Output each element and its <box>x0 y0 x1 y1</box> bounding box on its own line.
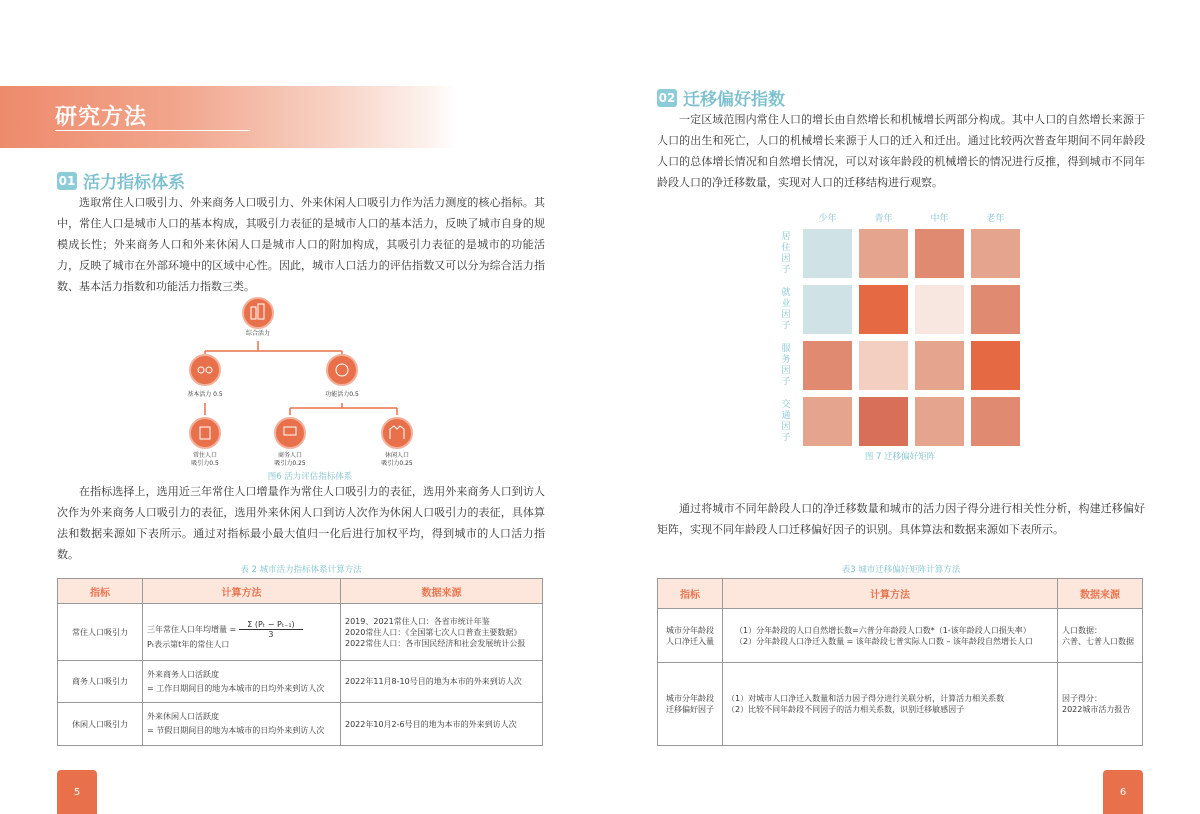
functional-node-icon <box>327 355 357 385</box>
table-migration-preference <box>657 578 1143 746</box>
column-header: 指标 <box>658 579 723 609</box>
matrix-cell <box>803 229 852 278</box>
indicator-tree-diagram <box>170 295 450 475</box>
column-header: 计算方法 <box>143 579 341 604</box>
section-title: 迁移偏好指数 <box>683 90 785 110</box>
column-header: 数据来源 <box>341 579 543 604</box>
node-label-basic: 基本活力 0.5 <box>187 391 223 398</box>
paragraph: 在指标选择上，选用近三年常住人口增量作为常住人口吸引力的表征，选用外来商务人口到访人次作为外来商务人口吸引力的表征，选用外来休闲人口到访人次作为休闲人口吸引力的表征，具体算法和数据来源如下表所示。通过对指标最小最大值归一化后进行加权平均，得到城市的人口活力指数。 <box>57 485 545 561</box>
paragraph: 选取常住人口吸引力、外来商务人口吸引力、外来休闲人口吸引力作为活力测度的核心指标。其中，常住人口是城市人口的基本构成，其吸引力表征的是城市人口的基本活力，反映了城市自身的规模成长性；外来商务人口和外来休闲人口是城市人口的附加构成，其吸引力表征的是城市的功能活力，反映了城市在外部环境中的区域中心性。因此，城市人口活力的评估指数又可以分为综合活力指数、基本活力指数和功能活力指数三类。 <box>57 196 545 293</box>
migration-preference-matrix <box>770 205 1030 465</box>
basic-node-icon <box>190 355 220 385</box>
title-underline <box>55 130 250 131</box>
matrix-cell <box>971 229 1020 278</box>
table-vitality-index <box>57 578 543 746</box>
resident-node-icon <box>190 418 220 448</box>
section-number: 01 <box>58 173 76 188</box>
page-number: 6 <box>1103 770 1143 814</box>
table-row: 城市分年龄段 人口净迁入量 （1）分年龄段的人口自然增长数=六普分年龄段人口数*（1-该年龄段人口损失率） （2）分年龄段人口净迁入数量 = 该年龄段七普实际人口数 – 该年龄段自然增长人口 人口数据： 六普、七普人口数据 <box>658 609 1143 663</box>
section-number: 02 <box>658 90 676 105</box>
matrix-cell <box>803 341 852 390</box>
matrix-row-label: 服务因子 <box>781 344 791 387</box>
node-label-resident: 常住人口 吸引力0.5 <box>191 452 219 467</box>
matrix-row-label: 就业因子 <box>781 288 791 331</box>
section-heading-1 <box>57 168 185 193</box>
section-title: 活力指标体系 <box>83 173 185 193</box>
matrix-cell <box>859 397 908 446</box>
matrix-cell <box>803 397 852 446</box>
node-label-business: 商务人口 吸引力0.25 <box>274 452 306 467</box>
matrix-column-label: 青年 <box>874 214 893 224</box>
table-row: 休闲人口吸引力 外来休闲人口活跃度 = 节假日期间目的地为本城市的日均外来到访人次 2022年10月2-6号目的地为本市的外来到访人次 <box>58 703 543 746</box>
table-caption: 表3 城市迁移偏好矩阵计算方法 <box>841 565 961 575</box>
formula-cell: 三年常住人口年均增量 = $\frac{\text{Σ (Pₜ − Pₜ₋₁)}}{3}$ Pₜ表示第t年的常住人口 <box>143 604 341 661</box>
section-heading-2 <box>657 85 785 110</box>
paragraph: 一定区域范围内常住人口的增长由自然增长和机械增长两部分构成。其中人口的自然增长来源于人口的出生和死亡，人口的机械增长来源于人口的迁入和迁出。通过比较两次普查年期间不同年龄段人口的总体增长情况和自然增长情况，可以对该年龄段的机械增长的情况进行反推，得到城市不同年龄段人口的净迁移数量，实现对人口的迁移结构进行观察。 <box>657 113 1145 189</box>
table-row: 常住人口吸引力 三年常住人口年均增量 = $\frac{\text{Σ (Pₜ − Pₜ₋₁)}}{3}$ Pₜ表示第t年的常住人口 2019、2021常住人口：各省市统计年鉴 2020常住人口：《全国第七次人口普查主要数据》 2022常住人口：各市国民经济和社会发展统计公报 <box>58 604 543 661</box>
matrix-cell <box>859 341 908 390</box>
node-label-leisure: 休闲人口 吸引力0.25 <box>381 452 413 467</box>
figure-caption: 图6 活力评估指标体系 <box>267 472 353 482</box>
page-number: 5 <box>57 770 97 814</box>
matrix-cell <box>859 285 908 334</box>
matrix-row-label: 交通因子 <box>781 400 791 443</box>
matrix-cell <box>915 397 964 446</box>
business-node-icon <box>275 418 305 448</box>
matrix-cell <box>803 285 852 334</box>
matrix-cell <box>915 341 964 390</box>
matrix-row-label: 居住因子 <box>781 232 791 275</box>
matrix-cell <box>859 229 908 278</box>
node-label-root: 综合活力 <box>245 330 270 337</box>
matrix-column-label: 老年 <box>986 214 1005 224</box>
matrix-cell <box>971 341 1020 390</box>
table-row: 商务人口吸引力 外来商务人口活跃度 = 工作日期间目的地为本城市的日均外来到访人次 2022年11月8-10号目的地为本市的外来到访人次 <box>58 661 543 703</box>
paragraph: 通过将城市不同年龄段人口的净迁移数量和城市的活力因子得分进行相关性分析，构建迁移偏好矩阵，实现不同年龄段人口迁移偏好因子的识别。具体算法和数据来源如下表所示。 <box>657 502 1145 536</box>
column-header: 指标 <box>58 579 143 604</box>
matrix-cell <box>971 285 1020 334</box>
figure-caption: 图 7 迁移偏好矩阵 <box>864 452 936 462</box>
column-header: 计算方法 <box>723 579 1058 609</box>
leisure-node-icon <box>382 418 412 448</box>
table-caption: 表 2 城市活力指标体系计算方法 <box>240 565 362 575</box>
matrix-column-label: 中年 <box>930 214 949 224</box>
page-title: 研究方法 <box>55 105 148 130</box>
matrix-cell <box>971 397 1020 446</box>
column-header: 数据来源 <box>1058 579 1143 609</box>
table-row: 城市分年龄段 迁移偏好因子 （1）对城市人口净迁入数量和活力因子得分进行关联分析，计算活力相关系数 （2）比较不同年龄段不同因子的活力相关系数，识别迁移敏感因子 因子得分： 2022城市活力报告 <box>658 663 1143 746</box>
matrix-cell <box>915 285 964 334</box>
matrix-column-label: 少年 <box>818 214 837 224</box>
matrix-cell <box>915 229 964 278</box>
node-label-functional: 功能活力0.5 <box>325 391 359 398</box>
